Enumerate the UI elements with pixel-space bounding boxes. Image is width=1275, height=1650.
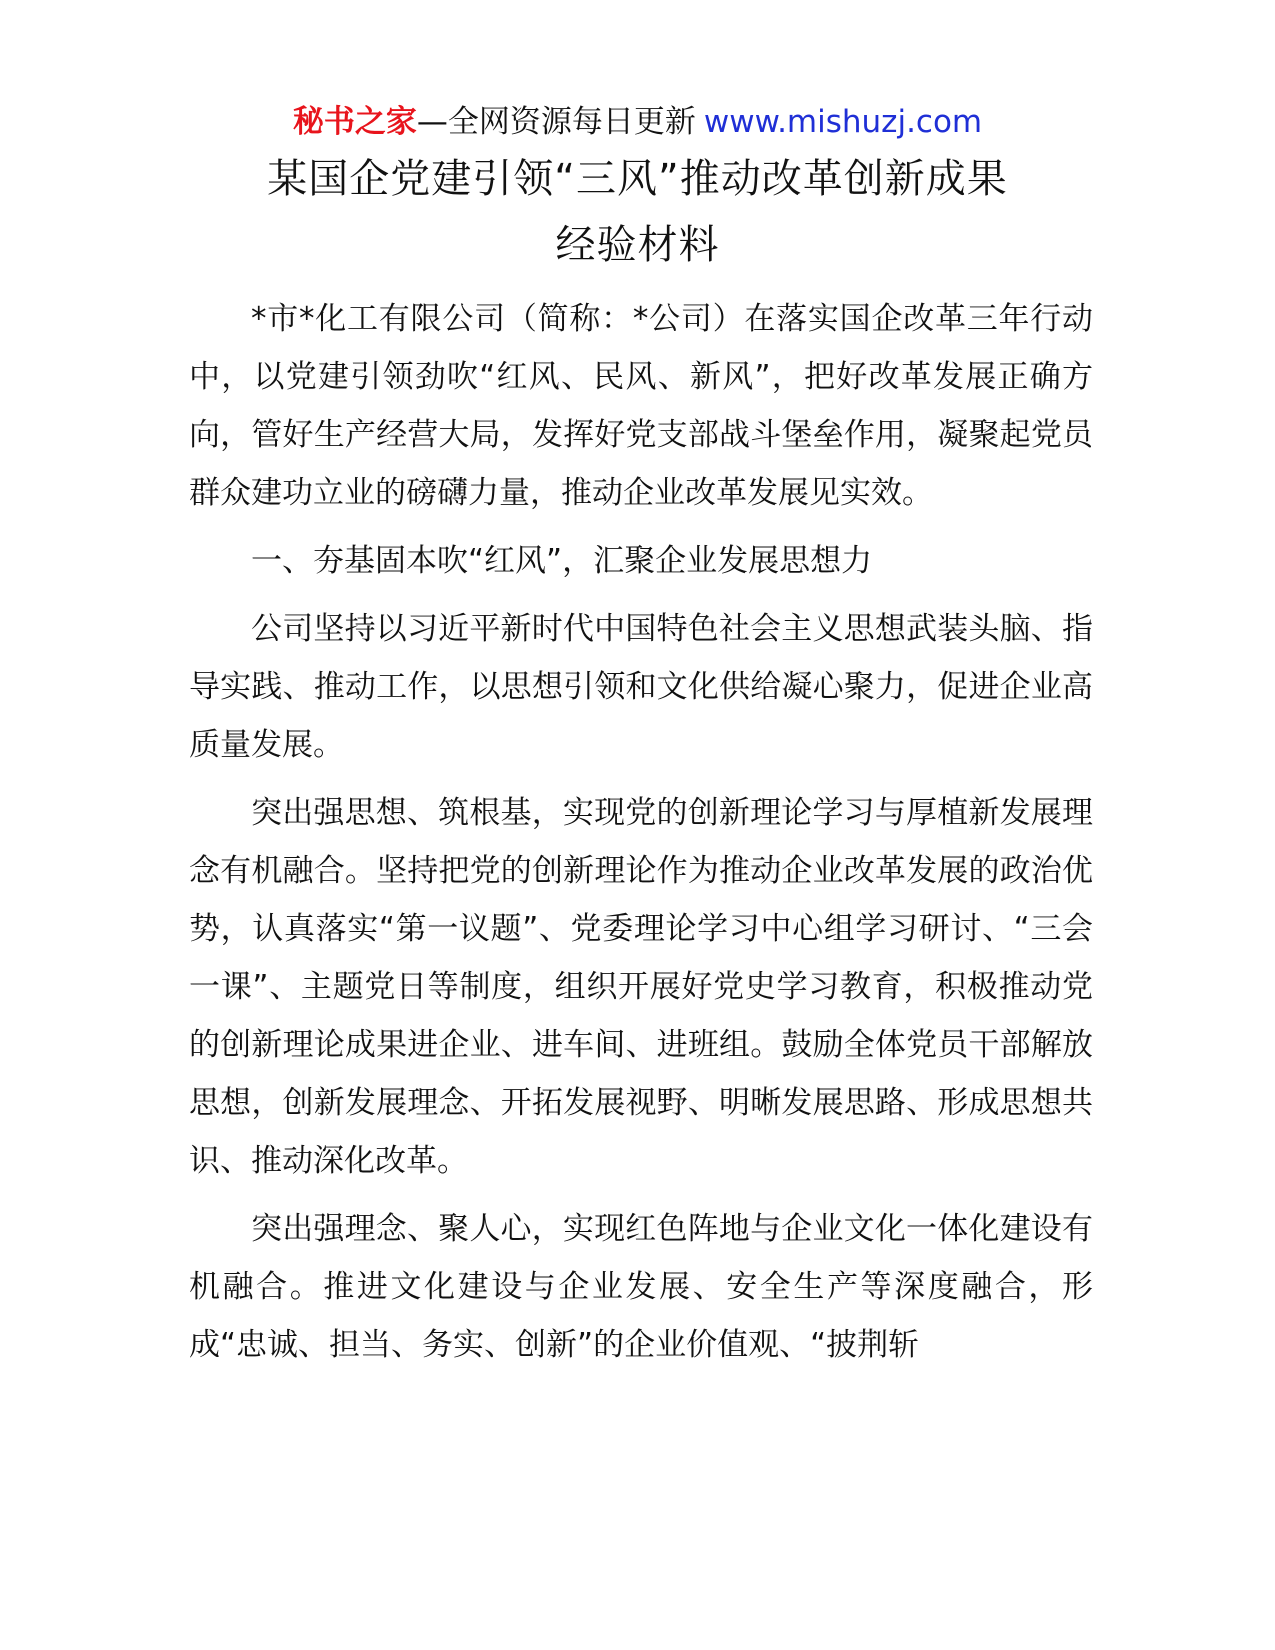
body-paragraph: 突出强理念、聚人心，实现红色阵地与企业文化一体化建设有机融合。推进文化建设与企业发展、安全生产等深度融合，形成“忠诚、担当、务实、创新”的企业价值观、“披荆斩 [189, 1211, 1093, 1363]
site-header [0, 102, 1275, 142]
site-url-link[interactable]: www.mishuzj.com [703, 104, 983, 140]
title-line-1: 某国企党建引领“三风”推动改革创新成果 [267, 156, 1008, 202]
document-body [189, 290, 1093, 1384]
title-line-2: 经验材料 [555, 222, 720, 268]
header-tagline: —全网资源每日更新 [416, 104, 696, 140]
intro-paragraph: *市*化工有限公司（简称：*公司）在落实国企改革三年行动中，以党建引领劲吹“红风、民风、新风”，把好改革发展正确方向，管好生产经营大局，发挥好党支部战斗堡垒作用，凝聚起党员群众建功立业的磅礴力量，推动企业改革发展见实效。 [189, 301, 1093, 511]
document-title [0, 146, 1275, 278]
section-heading: 一、夯基固本吹“红风”，汇聚企业发展思想力 [251, 543, 873, 579]
body-paragraph: 公司坚持以习近平新时代中国特色社会主义思想武装头脑、指导实践、推动工作，以思想引领和文化供给凝心聚力，促进企业高质量发展。 [189, 611, 1093, 763]
body-paragraph: 突出强思想、筑根基，实现党的创新理论学习与厚植新发展理念有机融合。坚持把党的创新理论作为推动企业改革发展的政治优势，认真落实“第一议题”、党委理论学习中心组学习研讨、“三会一课”、主题党日等制度，组织开展好党史学习教育，积极推动党的创新理论成果进企业、进车间、进班组。鼓励全体党员干部解放思想，创新发展理念、开拓发展视野、明晰发展思路、形成思想共识、推动深化改革。 [189, 795, 1093, 1179]
brand-name: 秘书之家 [292, 104, 417, 140]
